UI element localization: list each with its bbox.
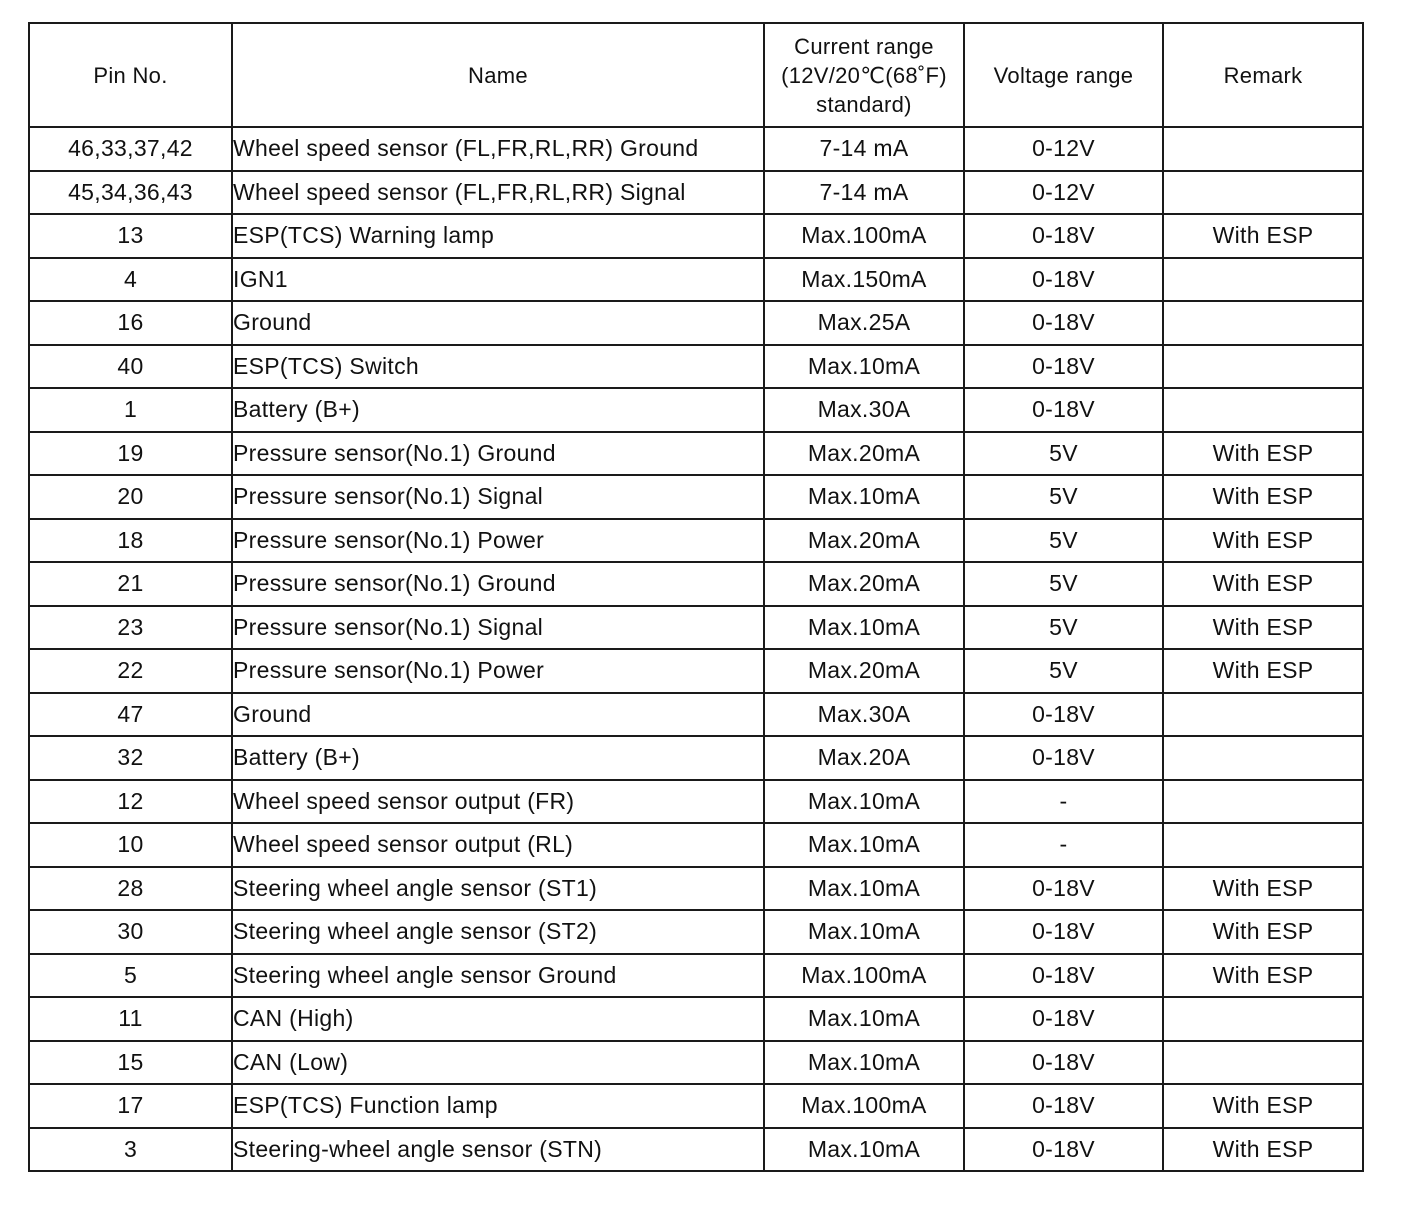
remark-cell (1163, 388, 1363, 432)
name-cell: Pressure sensor(No.1) Power (232, 519, 764, 563)
table-row (29, 1128, 1363, 1172)
voltage-cell: 0-12V (964, 171, 1163, 215)
pin-cell: 16 (29, 301, 232, 345)
current-cell: Max.30A (764, 693, 964, 737)
table-header (29, 23, 1363, 127)
table-row (29, 606, 1363, 650)
voltage-cell: 5V (964, 606, 1163, 650)
voltage-cell: 0-18V (964, 1041, 1163, 1085)
table-row (29, 736, 1363, 780)
voltage-cell: 0-18V (964, 867, 1163, 911)
remark-cell: With ESP (1163, 432, 1363, 476)
remark-cell (1163, 345, 1363, 389)
header-voltage-range: Voltage range (964, 23, 1163, 127)
pin-cell: 1 (29, 388, 232, 432)
remark-cell: With ESP (1163, 1084, 1363, 1128)
remark-cell: With ESP (1163, 867, 1363, 911)
current-cell: Max.20mA (764, 649, 964, 693)
current-cell: Max.100mA (764, 1084, 964, 1128)
current-cell: Max.10mA (764, 867, 964, 911)
name-cell: CAN (High) (232, 997, 764, 1041)
name-cell: ESP(TCS) Warning lamp (232, 214, 764, 258)
voltage-cell: 0-18V (964, 258, 1163, 302)
current-cell: Max.10mA (764, 345, 964, 389)
voltage-cell: 0-18V (964, 910, 1163, 954)
table-row (29, 1084, 1363, 1128)
voltage-cell: 5V (964, 649, 1163, 693)
remark-cell (1163, 693, 1363, 737)
voltage-cell: 0-18V (964, 997, 1163, 1041)
current-cell: Max.10mA (764, 475, 964, 519)
table-row (29, 823, 1363, 867)
header-current-line2: (12V/20℃(68˚F) (781, 62, 947, 88)
pin-cell: 40 (29, 345, 232, 389)
pin-cell: 22 (29, 649, 232, 693)
table-row (29, 693, 1363, 737)
voltage-cell: 0-18V (964, 214, 1163, 258)
current-cell: Max.20A (764, 736, 964, 780)
current-cell: Max.10mA (764, 823, 964, 867)
header-name: Name (232, 23, 764, 127)
voltage-cell: 5V (964, 432, 1163, 476)
table-row (29, 780, 1363, 824)
table-row (29, 345, 1363, 389)
table-row (29, 910, 1363, 954)
voltage-cell: - (964, 780, 1163, 824)
remark-cell: With ESP (1163, 214, 1363, 258)
remark-cell (1163, 823, 1363, 867)
voltage-cell: 0-18V (964, 388, 1163, 432)
header-current-line3: standard) (816, 91, 912, 117)
name-cell: ESP(TCS) Function lamp (232, 1084, 764, 1128)
pin-spec-table (28, 22, 1364, 1172)
pin-cell: 30 (29, 910, 232, 954)
name-cell: Wheel speed sensor output (RL) (232, 823, 764, 867)
current-cell: Max.100mA (764, 214, 964, 258)
name-cell: Pressure sensor(No.1) Signal (232, 475, 764, 519)
voltage-cell: 0-18V (964, 301, 1163, 345)
name-cell: Steering wheel angle sensor (ST2) (232, 910, 764, 954)
header-current-range (764, 23, 964, 127)
voltage-cell: 0-18V (964, 1128, 1163, 1172)
pin-cell: 21 (29, 562, 232, 606)
current-cell: Max.20mA (764, 562, 964, 606)
name-cell: Wheel speed sensor (FL,FR,RL,RR) Signal (232, 171, 764, 215)
voltage-cell: 5V (964, 475, 1163, 519)
pin-cell: 18 (29, 519, 232, 563)
voltage-cell: 5V (964, 519, 1163, 563)
current-cell: 7-14 mA (764, 127, 964, 171)
table-row (29, 301, 1363, 345)
table-row (29, 1041, 1363, 1085)
pin-cell: 19 (29, 432, 232, 476)
name-cell: Pressure sensor(No.1) Power (232, 649, 764, 693)
header-pin-no: Pin No. (29, 23, 232, 127)
current-cell: Max.100mA (764, 954, 964, 998)
remark-cell: With ESP (1163, 562, 1363, 606)
current-cell: Max.20mA (764, 432, 964, 476)
name-cell: Steering wheel angle sensor (ST1) (232, 867, 764, 911)
name-cell: ESP(TCS) Switch (232, 345, 764, 389)
current-cell: Max.10mA (764, 1041, 964, 1085)
name-cell: Steering wheel angle sensor Ground (232, 954, 764, 998)
current-cell: Max.10mA (764, 910, 964, 954)
remark-cell: With ESP (1163, 910, 1363, 954)
header-row (29, 23, 1363, 127)
name-cell: Pressure sensor(No.1) Signal (232, 606, 764, 650)
name-cell: Ground (232, 693, 764, 737)
voltage-cell: 0-18V (964, 345, 1163, 389)
name-cell: CAN (Low) (232, 1041, 764, 1085)
pin-cell: 47 (29, 693, 232, 737)
voltage-cell: 0-18V (964, 693, 1163, 737)
pin-cell: 11 (29, 997, 232, 1041)
table-body (29, 127, 1363, 1171)
remark-cell (1163, 127, 1363, 171)
remark-cell: With ESP (1163, 519, 1363, 563)
current-cell: 7-14 mA (764, 171, 964, 215)
table-row (29, 475, 1363, 519)
remark-cell: With ESP (1163, 475, 1363, 519)
voltage-cell: 5V (964, 562, 1163, 606)
table-row (29, 214, 1363, 258)
name-cell: Wheel speed sensor output (FR) (232, 780, 764, 824)
current-cell: Max.10mA (764, 606, 964, 650)
remark-cell (1163, 736, 1363, 780)
remark-cell: With ESP (1163, 649, 1363, 693)
name-cell: Wheel speed sensor (FL,FR,RL,RR) Ground (232, 127, 764, 171)
name-cell: IGN1 (232, 258, 764, 302)
table-row (29, 432, 1363, 476)
voltage-cell: - (964, 823, 1163, 867)
current-cell: Max.20mA (764, 519, 964, 563)
pin-cell: 5 (29, 954, 232, 998)
pin-cell: 46,33,37,42 (29, 127, 232, 171)
current-cell: Max.10mA (764, 1128, 964, 1172)
voltage-cell: 0-18V (964, 736, 1163, 780)
name-cell: Pressure sensor(No.1) Ground (232, 432, 764, 476)
current-cell: Max.150mA (764, 258, 964, 302)
pin-cell: 32 (29, 736, 232, 780)
name-cell: Battery (B+) (232, 736, 764, 780)
remark-cell (1163, 780, 1363, 824)
table-row (29, 258, 1363, 302)
remark-cell: With ESP (1163, 606, 1363, 650)
current-cell: Max.25A (764, 301, 964, 345)
pin-cell: 15 (29, 1041, 232, 1085)
remark-cell: With ESP (1163, 1128, 1363, 1172)
pin-cell: 17 (29, 1084, 232, 1128)
pin-cell: 12 (29, 780, 232, 824)
voltage-cell: 0-12V (964, 127, 1163, 171)
table-row (29, 997, 1363, 1041)
table-row (29, 519, 1363, 563)
table-row (29, 867, 1363, 911)
table-row (29, 171, 1363, 215)
current-cell: Max.30A (764, 388, 964, 432)
remark-cell (1163, 258, 1363, 302)
table-row (29, 562, 1363, 606)
pin-cell: 3 (29, 1128, 232, 1172)
current-cell: Max.10mA (764, 997, 964, 1041)
remark-cell (1163, 997, 1363, 1041)
name-cell: Pressure sensor(No.1) Ground (232, 562, 764, 606)
current-cell: Max.10mA (764, 780, 964, 824)
remark-cell (1163, 1041, 1363, 1085)
voltage-cell: 0-18V (964, 954, 1163, 998)
pin-cell: 13 (29, 214, 232, 258)
pin-cell: 20 (29, 475, 232, 519)
name-cell: Battery (B+) (232, 388, 764, 432)
pin-cell: 23 (29, 606, 232, 650)
name-cell: Ground (232, 301, 764, 345)
name-cell: Steering-wheel angle sensor (STN) (232, 1128, 764, 1172)
remark-cell (1163, 301, 1363, 345)
table-row (29, 388, 1363, 432)
voltage-cell: 0-18V (964, 1084, 1163, 1128)
pin-cell: 28 (29, 867, 232, 911)
remark-cell (1163, 171, 1363, 215)
table-row (29, 649, 1363, 693)
table-row (29, 954, 1363, 998)
header-current-line1: Current range (794, 33, 934, 59)
remark-cell: With ESP (1163, 954, 1363, 998)
header-remark: Remark (1163, 23, 1363, 127)
pin-cell: 10 (29, 823, 232, 867)
pin-cell: 4 (29, 258, 232, 302)
pin-cell: 45,34,36,43 (29, 171, 232, 215)
table-row (29, 127, 1363, 171)
